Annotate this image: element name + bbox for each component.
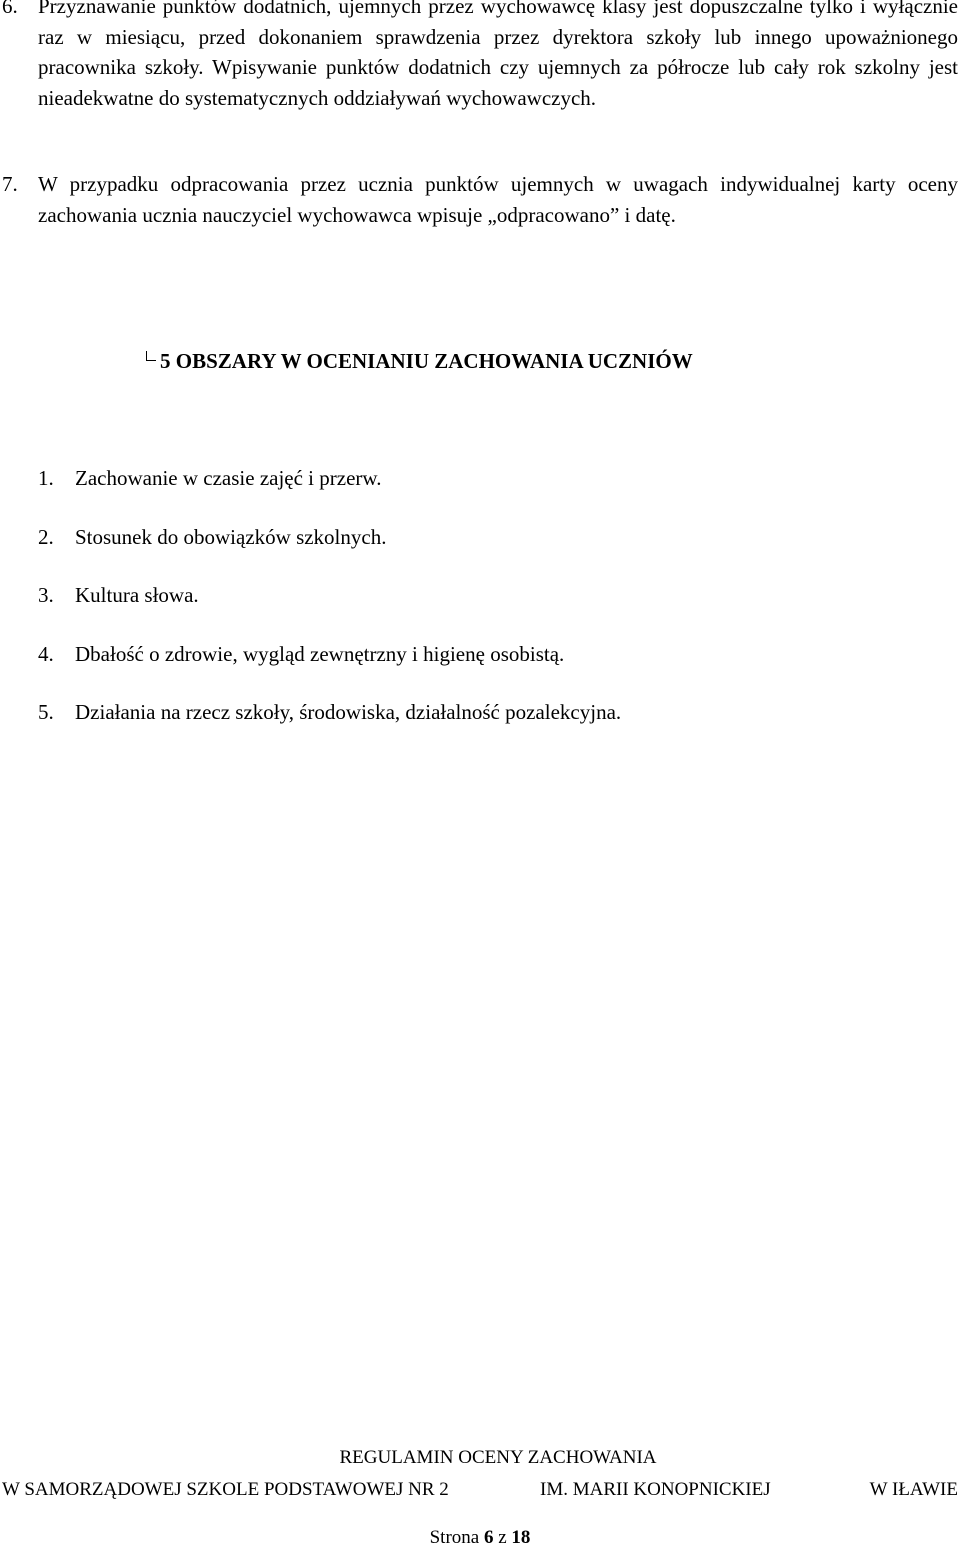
paragraph-number: 6. — [2, 0, 18, 18]
list-item-number: 5. — [38, 700, 54, 724]
list-item-number: 2. — [38, 524, 54, 549]
list-item-text: Kultura słowa. — [75, 583, 199, 607]
section-number-wrap — [146, 349, 176, 373]
page-total: 18 — [511, 1527, 531, 1548]
footer-school-city: W IŁAWIE — [869, 1479, 958, 1500]
section-title: OBSZARY W OCENIANIU ZACHOWANIA UCZNIÓW — [175, 349, 693, 373]
page-separator: z — [498, 1527, 507, 1548]
paragraph-text: Przyznawanie punktów dodatnich, ujemnych przez wychowawcę klasy jest dopuszczalne tylko i wyłącznie raz w miesiącu, przed dokonaniem sprawdzenia przez dyrektora szkoły lub innego upoważnionego pracownika szkoły. Wpisywanie punktów dodatnich czy ujemnych za półrocze lub cały rok szkolny jest nieadekwatne do systematycznych oddziaływań wychowawczych. — [38, 0, 958, 110]
list-item — [38, 463, 621, 522]
list-item-number: 4. — [38, 641, 54, 666]
footer-school-name: W SAMORZĄDOWEJ SZKOLE PODSTAWOWEJ NR 2 — [2, 1479, 449, 1500]
list-item-text: Działania na rzecz szkoły, środowiska, działalność pozalekcyjna. — [75, 700, 622, 724]
section-number: 5 — [160, 349, 171, 373]
page-current: 6 — [483, 1527, 494, 1548]
paragraph-text: W przypadku odpracowania przez ucznia punktów ujemnych w uwagach indywidualnej karty oceny zachowania ucznia nauczyciel wychowawca wpisuje „odpracowano” i datę. — [38, 172, 958, 227]
page-number — [0, 1527, 960, 1549]
list-item-text: Stosunek do obowiązków szkolnych. — [75, 524, 387, 549]
paragraph-number: 7. — [2, 172, 18, 196]
list-item-number: 3. — [38, 583, 54, 607]
section-heading — [146, 343, 693, 379]
footer-title: REGULAMIN OCENY ZACHOWANIA — [339, 1447, 657, 1468]
list-item — [38, 580, 621, 639]
list-item — [38, 639, 621, 698]
paragraph-6 — [0, 0, 960, 113]
list-item-text: Dbałość o zdrowie, wygląd zewnętrzny i higienę osobistą. — [75, 641, 565, 666]
heading-marker-icon — [146, 351, 156, 361]
list-item — [38, 697, 621, 756]
areas-list — [38, 463, 621, 756]
list-item-text: Zachowanie w czasie zajęć i przerw. — [75, 466, 382, 490]
footer-school-patron: IM. MARII KONOPNICKIEJ — [540, 1479, 771, 1500]
list-item — [38, 522, 621, 581]
page-prefix: Strona — [429, 1527, 480, 1548]
list-item-number: 1. — [38, 466, 54, 490]
paragraph-7 — [0, 169, 960, 230]
